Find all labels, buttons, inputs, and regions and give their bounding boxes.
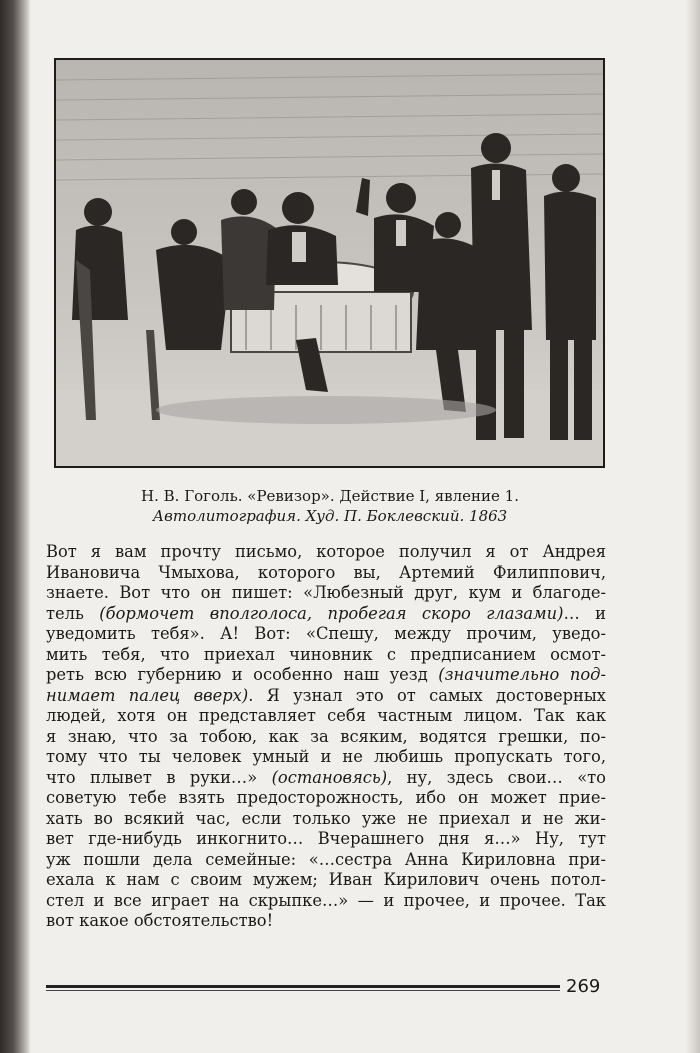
text-line: вет где-нибудь инкогнито… Вчерашнего дня я…» Ну, тут bbox=[46, 829, 606, 848]
text-line: я знаю, что за тобою, как за всяким, водятся грешки, по- bbox=[46, 726, 606, 746]
text-segment: . Я узнал это от самых достоверных bbox=[248, 685, 606, 705]
stage-direction: нимает палец вверх) bbox=[46, 685, 249, 705]
body-text bbox=[46, 542, 606, 932]
text-line: стел и все играет на скрыпке…» — и прочее, и прочее. Так bbox=[46, 890, 606, 910]
stage-direction: (значительно под- bbox=[438, 665, 606, 684]
text-line: советую тебе взять предосторожность, ибо он может прие- bbox=[46, 788, 606, 807]
page-number: 269 bbox=[566, 976, 601, 997]
footer-rule-thin bbox=[46, 990, 560, 991]
stage-direction: (бормочет вполголоса, пробегая скоро глазами) bbox=[99, 603, 564, 623]
lithograph-image bbox=[56, 60, 603, 466]
book-spine-shadow bbox=[0, 0, 30, 1053]
illustration-caption-title: Н. В. Гоголь. «Ревизор». Действие I, явление 1. bbox=[141, 487, 519, 505]
text-line: уж пошли дела семейные: «…сестра Анна Кириловна при- bbox=[46, 849, 606, 869]
text-segment: тель bbox=[46, 603, 100, 623]
stage-direction: (остановясь) bbox=[271, 767, 388, 787]
text-line bbox=[46, 768, 606, 789]
text-segment: , ну, здесь свои… «то bbox=[387, 767, 606, 787]
page-edge bbox=[686, 0, 700, 1053]
text-segment: реть всю губернию и особенно наш уезд bbox=[46, 665, 439, 684]
text-line: мить тебя, что приехал чиновник с предписанием осмот- bbox=[46, 644, 606, 664]
text-line: уведомить тебя». А! Вот: «Спешу, между прочим, уведо- bbox=[46, 624, 606, 643]
text-segment: … и bbox=[563, 603, 606, 623]
text-line: хать во всякий час, если только уже не приехал и не жи- bbox=[46, 808, 606, 828]
text-segment: что плывет в руки…» bbox=[46, 767, 272, 787]
text-line: тому что ты человек умный и не любишь пропускать того, bbox=[46, 747, 606, 766]
text-line: знаете. Вот что он пишет: «Любезный друг, кум и благоде- bbox=[46, 583, 606, 602]
text-line: Вот я вам прочту письмо, которое получил я от Андрея bbox=[46, 542, 606, 561]
text-line: вот какое обстоятельство! bbox=[46, 911, 274, 930]
text-line: ехала к нам с своим мужем; Иван Кирилович очень потол- bbox=[46, 870, 606, 889]
text-line bbox=[46, 604, 606, 625]
text-line: людей, хотя он представляет себя частным лицом. Так как bbox=[46, 706, 606, 725]
text-line bbox=[46, 686, 606, 707]
text-line bbox=[46, 665, 606, 686]
footer-rule bbox=[46, 985, 560, 988]
illustration-caption-credit: Автолитография. Худ. П. Боклевский. 1863 bbox=[152, 507, 508, 525]
illustration-lithograph bbox=[54, 58, 605, 468]
text-line: Ивановича Чмыхова, которого вы, Артемий Филиппович, bbox=[46, 562, 606, 582]
